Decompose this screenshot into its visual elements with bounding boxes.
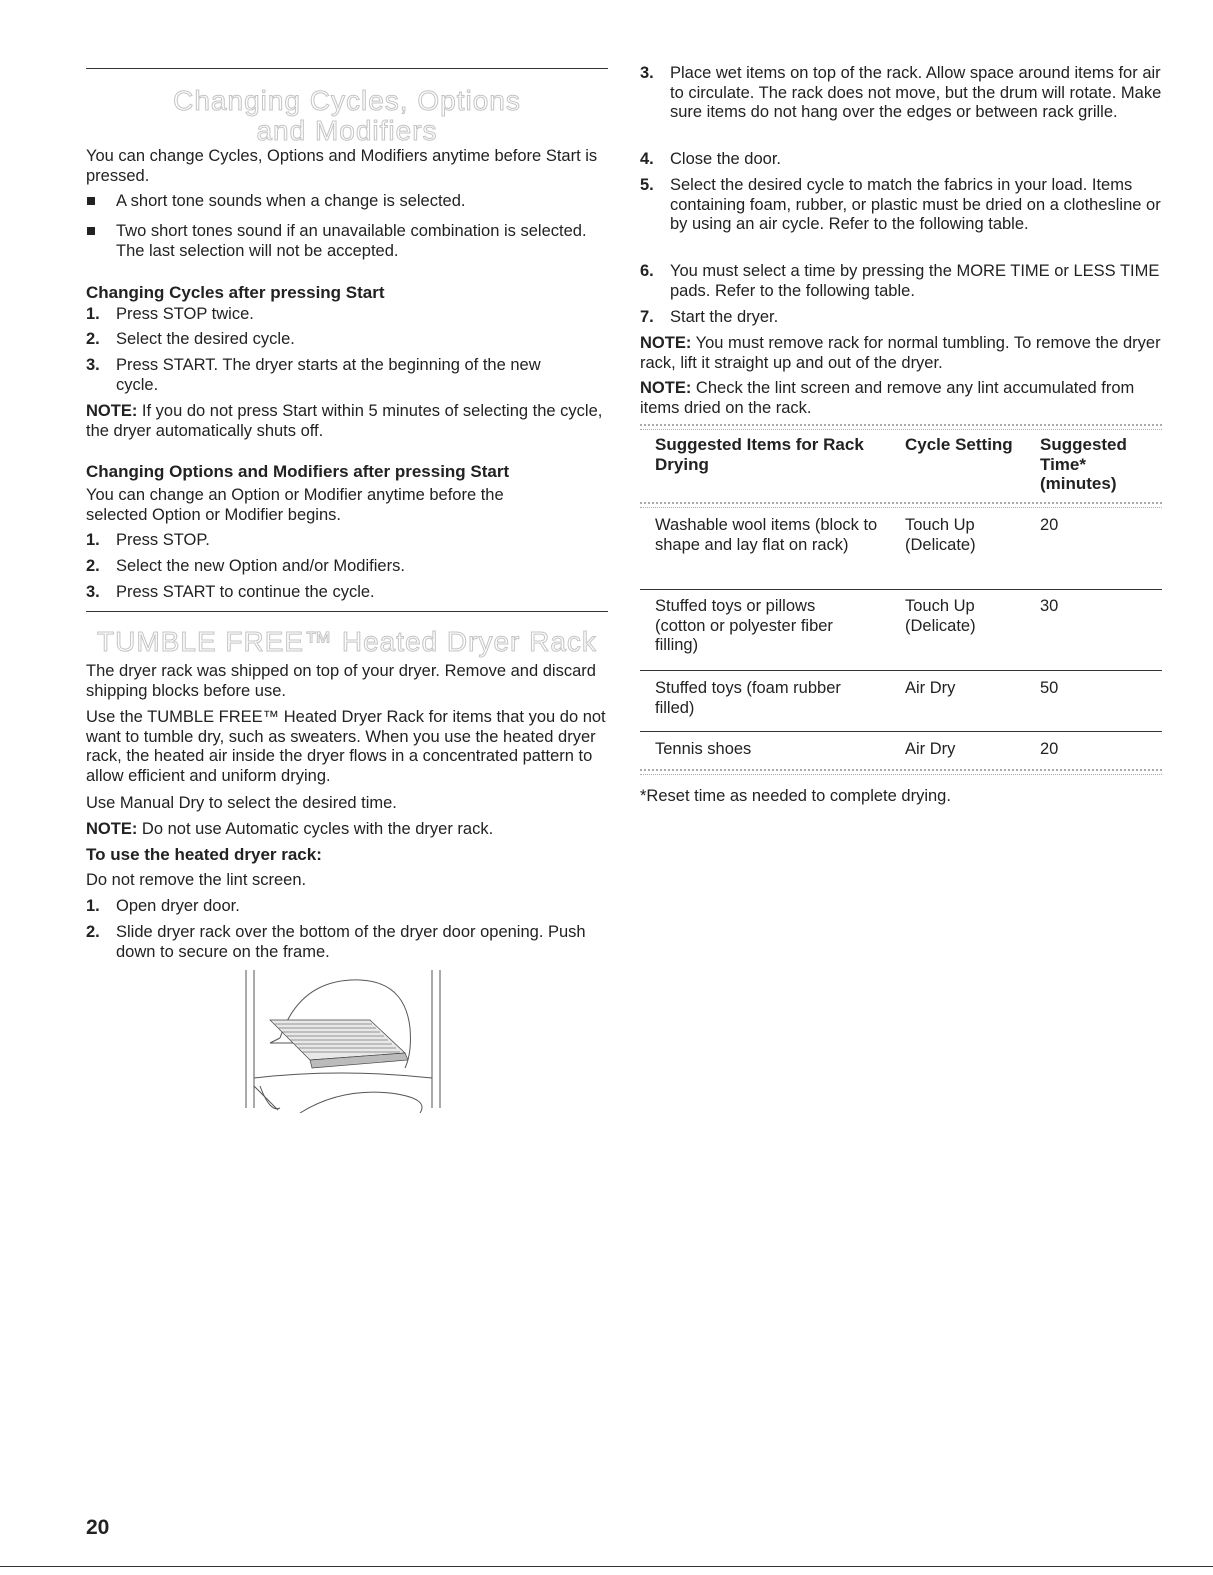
- step-item: [86, 305, 608, 325]
- step-number: 3.: [86, 583, 100, 601]
- step-number: 3.: [86, 356, 100, 374]
- note-text: If you do not press Start within 5 minutes of selecting the cycle, the dryer automatically shuts off.: [86, 402, 603, 440]
- heading-changing-cycles: Changing Cycles after pressing Start: [86, 283, 385, 302]
- note-paragraph: [640, 379, 1150, 418]
- table-footnote: *Reset time as needed to complete drying.: [640, 787, 951, 805]
- table-top-border: [640, 424, 1162, 430]
- note-paragraph: [640, 334, 1162, 373]
- step-item: [640, 64, 1162, 123]
- step-text: Press STOP twice.: [116, 305, 254, 323]
- step-number: 1.: [86, 305, 100, 323]
- note-label: NOTE:: [640, 334, 692, 352]
- step-text: Press STOP.: [116, 531, 210, 549]
- table-header-items: Suggested Items for Rack Drying: [655, 435, 864, 474]
- dryer-rack-illustration: [240, 968, 445, 1113]
- step-text: Select the desired cycle to match the fabrics in your load. Items containing foam, rubber, or plastic must be dried on a clothesline or by using an air cycle. Refer to the following table.: [670, 176, 1161, 233]
- table-cell: 20: [1040, 740, 1059, 758]
- step-number: 2.: [86, 557, 100, 575]
- table-header-border: [640, 502, 1162, 508]
- section-title-line: and Modifiers: [256, 115, 438, 146]
- step-text: Slide dryer rack over the bottom of the dryer door opening. Push down to secure on the frame.: [116, 923, 586, 961]
- step-item: [86, 923, 608, 962]
- note-text: Do not use Automatic cycles with the dryer rack.: [137, 820, 494, 838]
- bullet-item: A short tone sounds when a change is selected.: [86, 192, 606, 212]
- step-text: Close the door.: [670, 150, 781, 168]
- heading-changing-options: Changing Options and Modifiers after pressing Start: [86, 462, 510, 481]
- step-item: [86, 897, 608, 917]
- step-text: Select the desired cycle.: [116, 330, 295, 348]
- step-item: [86, 557, 608, 577]
- rack-paragraph: Use the TUMBLE FREE™ Heated Dryer Rack for items that you do not want to tumble dry, such as sweaters. When you use the heated dryer rack, the heated air inside the dryer flows in a concentrated pattern to allow efficient and uniform drying.: [86, 708, 606, 785]
- section-rule: [86, 611, 608, 612]
- step-text: Select the new Option and/or Modifiers.: [116, 557, 405, 575]
- note-text: You must remove rack for normal tumbling. To remove the dryer rack, lift it straight up and out of the dryer.: [640, 334, 1161, 372]
- intro-paragraph: You can change Cycles, Options and Modifiers anytime before Start is pressed.: [86, 147, 598, 185]
- table-cell: Tennis shoes: [655, 740, 752, 758]
- table-header-cycle: Cycle Setting: [905, 435, 1013, 454]
- table-cell: Stuffed toys or pillows (cotton or polyester fiber filling): [655, 597, 833, 654]
- step-number: 1.: [86, 897, 100, 915]
- step-number: 2.: [86, 923, 100, 941]
- section-title-line: Changing Cycles, Options: [173, 85, 521, 116]
- note-label: NOTE:: [86, 402, 138, 420]
- rack-paragraph: Use Manual Dry to select the desired time.: [86, 794, 397, 812]
- table-cell: Touch Up (Delicate): [905, 597, 976, 635]
- step-item: [86, 583, 608, 603]
- note-paragraph: [86, 402, 608, 441]
- step-number: 4.: [640, 150, 654, 168]
- table-cell: Air Dry: [905, 679, 956, 697]
- step-item: [640, 150, 1162, 170]
- step-number: 7.: [640, 308, 654, 326]
- step-item: [86, 330, 608, 350]
- table-cell: Washable wool items (block to shape and lay flat on rack): [655, 516, 878, 554]
- table-header-time: Suggested Time* (minutes): [1040, 435, 1127, 493]
- step-text: Open dryer door.: [116, 897, 240, 915]
- table-row-divider: [640, 589, 1162, 590]
- rack-paragraph: The dryer rack was shipped on top of your dryer. Remove and discard shipping blocks before use.: [86, 662, 596, 700]
- table-row-divider: [640, 731, 1162, 732]
- options-paragraph: You can change an Option or Modifier anytime before the selected Option or Modifier begins.: [86, 486, 504, 524]
- step-text: Press START to continue the cycle.: [116, 583, 375, 601]
- section-rule: [86, 68, 608, 69]
- step-text: Press START. The dryer starts at the beginning of the new cycle.: [116, 356, 541, 394]
- step-number: 5.: [640, 176, 654, 194]
- bottom-rule: [0, 1566, 1213, 1567]
- heading-use-rack: To use the heated dryer rack:: [86, 845, 322, 864]
- note-label: NOTE:: [86, 820, 138, 838]
- table-cell: 50: [1040, 679, 1059, 697]
- step-text: You must select a time by pressing the MORE TIME or LESS TIME pads. Refer to the following table.: [670, 262, 1160, 300]
- lint-paragraph: Do not remove the lint screen.: [86, 871, 307, 889]
- table-cell: Air Dry: [905, 740, 956, 758]
- step-number: 3.: [640, 64, 654, 82]
- step-number: 2.: [86, 330, 100, 348]
- bullet-item: Two short tones sound if an unavailable combination is selected. The last selection will not be accepted.: [86, 222, 606, 261]
- table-cell: Stuffed toys (foam rubber filled): [655, 679, 841, 717]
- table-cell: Touch Up (Delicate): [905, 516, 976, 554]
- step-item: [640, 262, 1162, 301]
- step-item: [640, 308, 1162, 328]
- step-text: Place wet items on top of the rack. Allow space around items for air to circulate. The rack does not move, but the drum will rotate. Make sure items do not hang over the edges or between rack grille.: [670, 64, 1162, 121]
- table-cell: 30: [1040, 597, 1059, 615]
- step-text: Start the dryer.: [670, 308, 779, 326]
- note-paragraph: [86, 820, 608, 840]
- step-number: 1.: [86, 531, 100, 549]
- table-bottom-border: [640, 769, 1162, 775]
- table-row-divider: [640, 670, 1162, 671]
- step-item: [86, 356, 586, 395]
- section-title-tumble-free: TUMBLE FREE™ Heated Dryer Rack: [97, 626, 597, 657]
- table-cell: 20: [1040, 516, 1059, 534]
- step-item: [86, 531, 608, 551]
- step-item: [640, 176, 1162, 235]
- page-number: 20: [86, 1516, 110, 1539]
- section-title-changing-cycles: [86, 86, 608, 146]
- step-number: 6.: [640, 262, 654, 280]
- note-label: NOTE:: [640, 379, 692, 397]
- note-text: Check the lint screen and remove any lint accumulated from items dried on the rack.: [640, 379, 1135, 417]
